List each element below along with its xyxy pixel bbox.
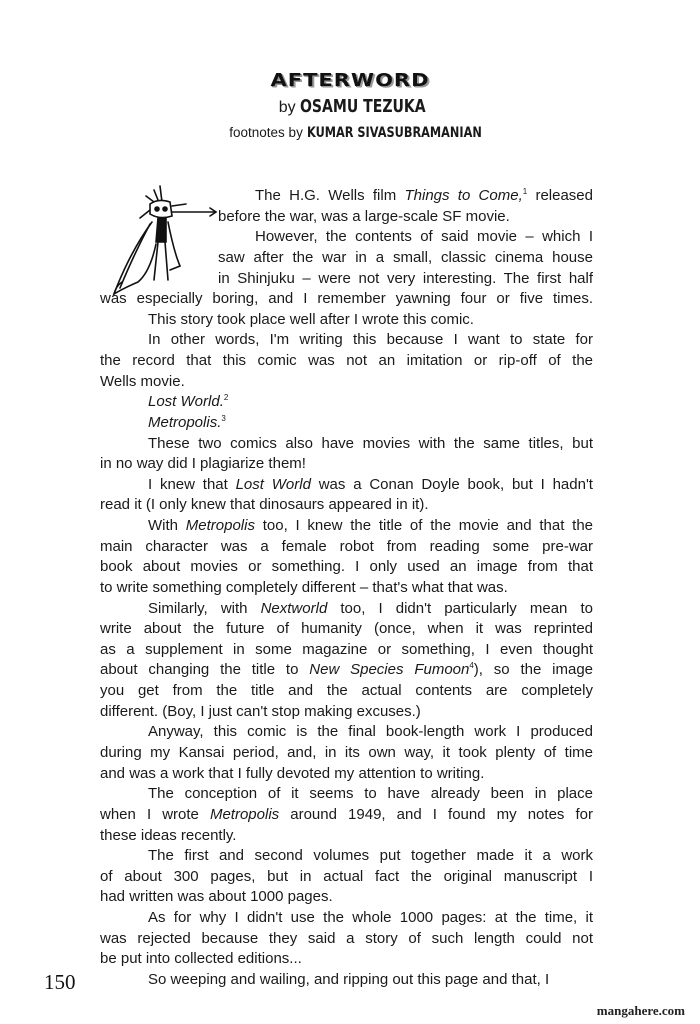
text-segment: as a supplement in some magazine or something, I even thought <box>100 640 593 658</box>
text-line <box>218 269 593 289</box>
text-line <box>100 495 593 515</box>
text-segment: of about 300 pages, but in actual fact the original manuscript I <box>100 867 593 885</box>
text-segment: when I wrote <box>100 805 210 823</box>
text-line <box>148 784 593 804</box>
text-segment: the record that this comic was not an imitation or rip-off of the <box>100 352 593 370</box>
text-line <box>100 619 593 639</box>
text-line <box>100 372 593 392</box>
text-line <box>100 702 593 722</box>
text-segment: be put into collected editions... <box>100 950 302 968</box>
text-line <box>148 434 593 454</box>
text-line <box>100 681 593 701</box>
author-byline <box>0 96 700 117</box>
text-line <box>100 454 593 474</box>
text-line <box>100 826 593 846</box>
text-segment: Wells movie. <box>100 372 185 390</box>
text-segment: As for why I didn't use the whole 1000 pages: at the time, it <box>148 909 593 927</box>
text-segment: ), so the image <box>473 661 593 679</box>
text-segment: These two comics also have movies with the same titles, but <box>148 434 593 452</box>
text-segment: In other words, I'm writing this because I want to state for <box>148 331 593 349</box>
text-line <box>218 207 593 227</box>
text-segment: Anyway, this comic is the final book-length work I produced <box>148 723 593 741</box>
text-segment: The H.G. Wells film <box>255 187 405 204</box>
text-line <box>100 805 593 825</box>
text-line <box>148 722 593 742</box>
text-line <box>148 908 593 928</box>
title-reference: Nextworld <box>260 599 328 617</box>
page-title: AFTERWORD <box>270 69 430 91</box>
text-segment: I knew that <box>148 475 236 493</box>
text-line <box>100 949 593 969</box>
text-segment: had written was about 1000 pages. <box>100 888 333 906</box>
text-line <box>100 764 593 784</box>
text-line <box>100 640 593 660</box>
text-segment: write about the future of humanity (once, when it was reprinted <box>100 620 593 638</box>
author-name: OSAMU TEZUKA <box>300 96 426 117</box>
text-segment: in no way did I plagiarize them! <box>100 455 306 473</box>
text-segment: you get from the title and the actual contents are completely <box>100 682 593 700</box>
text-line <box>100 351 593 371</box>
caped-figure-illustration <box>110 182 220 304</box>
text-line <box>148 330 593 350</box>
footnote-marker: 4 <box>469 661 474 671</box>
title-reference: Lost World <box>235 475 311 493</box>
text-line <box>148 413 593 433</box>
text-segment: around 1949, and I found my notes for <box>279 805 593 823</box>
text-segment: different. (Boy, I just can't stop making excuses.) <box>100 702 421 720</box>
text-segment: read it (I only knew that dinosaurs appeared in it). <box>100 496 429 514</box>
footnotes-author: KUMAR SIVASUBRAMANIAN <box>306 125 482 141</box>
text-segment: saw after the war in a small, classic cinema house <box>218 248 593 266</box>
title-reference: Metropolis. <box>148 413 222 431</box>
text-line <box>148 310 593 330</box>
text-line <box>100 660 593 680</box>
text-segment: The conception of it seems to have already been in place <box>148 785 593 803</box>
text-line <box>100 929 593 949</box>
text-line <box>100 557 593 577</box>
text-segment: and was a work that I fully devoted my attention to writing. <box>100 764 485 782</box>
footnote-marker: 3 <box>221 413 226 423</box>
text-line <box>100 867 593 887</box>
text-line <box>255 227 593 247</box>
text-segment: before the war, was a large-scale SF movie. <box>218 207 510 225</box>
text-segment: Similarly, with <box>148 599 261 617</box>
text-segment: during my Kansai period, and, in its own way, it took plenty of time <box>100 744 593 761</box>
text-line <box>255 186 593 206</box>
text-line <box>148 475 593 495</box>
text-line <box>148 970 593 990</box>
text-segment: With <box>148 517 186 535</box>
footnotes-prefix: footnotes by <box>229 125 303 140</box>
footnote-marker: 2 <box>223 393 229 403</box>
text-line <box>148 846 593 866</box>
text-line <box>100 743 593 763</box>
text-segment: main character was a female robot from reading some pre-war <box>100 537 593 555</box>
text-segment: This story took place well after I wrote this comic. <box>148 310 474 328</box>
title-reference: Metropolis <box>209 805 280 823</box>
text-segment: was especially boring, and I remember yawning four or five times. <box>100 290 593 308</box>
text-line <box>100 537 593 557</box>
text-segment: about changing the title to <box>100 661 310 679</box>
text-line <box>148 516 593 536</box>
footnote-marker: 1 <box>522 187 528 196</box>
text-segment: to write something completely different – that's what that was. <box>100 578 508 596</box>
title-reference: New Species Fumoon <box>309 661 470 679</box>
text-segment: these ideas recently. <box>100 826 237 844</box>
text-line <box>100 578 593 598</box>
text-segment: in Shinjuku – were not very interesting. The first half <box>218 269 593 287</box>
title-reference: Things to Come, <box>404 187 523 204</box>
watermark: mangahere.com <box>596 1003 685 1018</box>
text-segment: was a Conan Doyle book, but I hadn't <box>310 475 593 493</box>
text-segment: So weeping and wailing, and ripping out this page and that, I <box>148 970 550 988</box>
by-prefix: by <box>278 99 296 116</box>
text-segment: However, the contents of said movie – which I <box>255 228 593 246</box>
text-line <box>218 248 593 268</box>
text-segment: released <box>527 187 593 204</box>
text-segment: too, I didn't particularly mean to <box>327 599 593 617</box>
title-reference: Lost World. <box>148 393 224 411</box>
text-segment: book about movies or something. I only used an image from that <box>100 558 593 576</box>
text-segment: The first and second volumes put together made it a work <box>148 847 593 865</box>
text-line <box>148 392 593 412</box>
footnotes-byline <box>0 125 700 141</box>
title-reference: Metropolis <box>185 517 255 535</box>
text-line <box>148 599 593 619</box>
text-segment: was rejected because they said a story of such length could not <box>100 929 593 947</box>
text-line <box>100 887 593 907</box>
page-number: 150 <box>44 970 76 994</box>
text-line <box>100 289 593 309</box>
text-segment: too, I knew the title of the movie and that the <box>254 517 593 535</box>
